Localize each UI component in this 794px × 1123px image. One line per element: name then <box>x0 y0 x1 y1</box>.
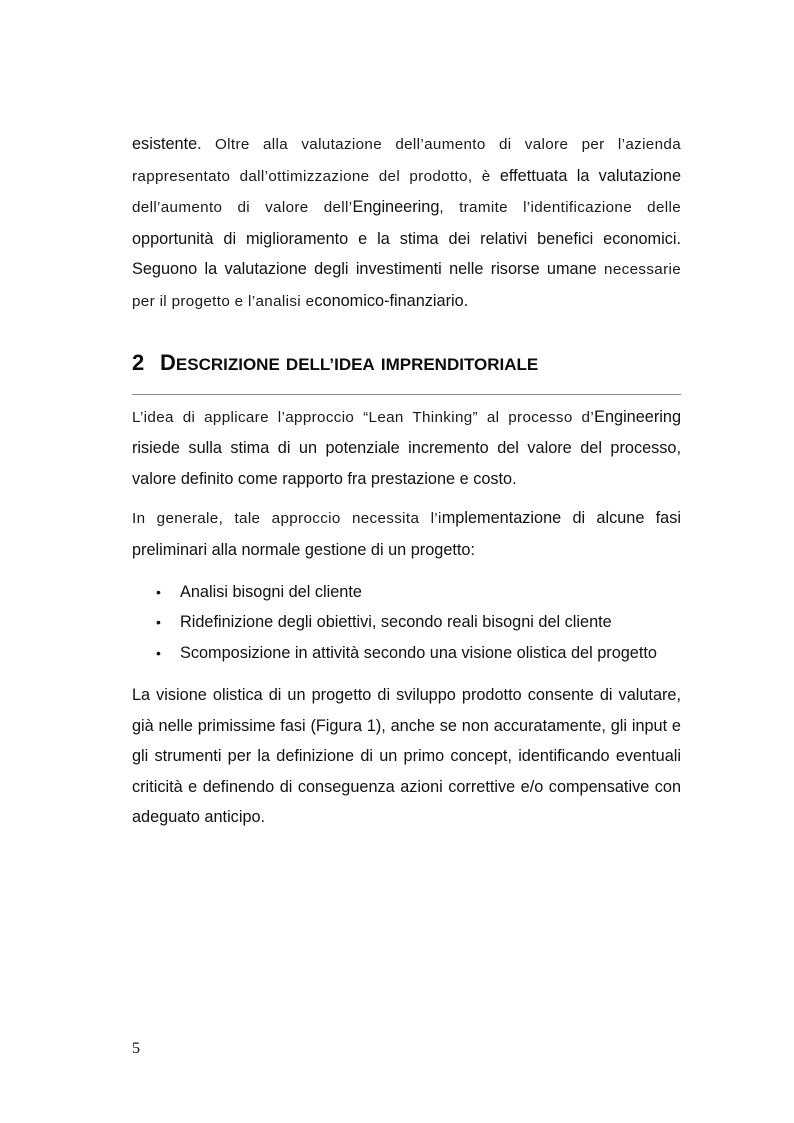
bullet-list <box>132 577 681 669</box>
paragraph-phases <box>132 503 681 565</box>
section-number: 2 <box>132 349 145 375</box>
paragraph-intro <box>132 129 681 318</box>
paragraph-holistic-view: La visione olistica di un progetto di sviluppo prodotto consente di valutare, già nelle primissime fasi (Figura 1), anche se non accuratamente, gli input e gli strumenti per la definizione di un primo concept, identificando eventuali criticità e definendo di conseguenza azioni correttive e/o compensative con adeguato anticipo. <box>132 685 681 827</box>
heading-text: ESCRIZIONE <box>175 354 280 374</box>
text-run: Engineering <box>352 198 440 217</box>
bullet-icon: • <box>156 645 161 662</box>
list-item <box>132 607 681 638</box>
text-run: Oltre alla valutazione dell’aumento di valore per l’azienda rappresentato dall’ottimizzazione del prodotto, è <box>132 136 681 185</box>
heading-text: D <box>160 349 176 375</box>
heading-text: IMPRENDITORIALE <box>380 354 539 374</box>
section-heading <box>132 348 681 395</box>
page-number: 5 <box>132 1040 140 1057</box>
text-run: necessarie per il progetto e l’analisi e <box>132 261 681 310</box>
text-run: conomico-finanziario. <box>314 291 469 310</box>
list-item <box>132 638 681 669</box>
bullet-icon: • <box>156 614 161 631</box>
text-run: opportunità di miglioramento e la stima dei relativi benefici economici. Seguono la valutazione degli investimenti nelle risorse umane <box>132 229 681 279</box>
text-run: L’idea di applicare l’approccio “Lean Thinking” al processo d’ <box>132 408 595 426</box>
text-run: Engineering risiede sulla stima di un potenziale incremento del valore del processo, valore definito come rapporto fra prestazione e costo. <box>132 407 681 488</box>
text-run: , tramite l’identificazione delle <box>439 199 681 217</box>
heading-text: DELL’ <box>285 354 335 374</box>
heading-text: IDEA <box>334 354 375 374</box>
text-run: esistente. <box>132 135 202 153</box>
text-run: In generale, tale approccio necessita l’i <box>132 510 442 528</box>
document-page <box>132 129 681 833</box>
text-run: dell’aumento di valore dell’ <box>132 199 353 217</box>
list-item-text: Analisi bisogni del cliente <box>180 582 362 601</box>
paragraph-idea <box>132 402 681 495</box>
list-item-text: Ridefinizione degli obiettivi, secondo reali bisogni del cliente <box>180 613 612 632</box>
text-run: mplementazione di alcune fasi preliminari alla normale gestione di un progetto: <box>132 509 681 559</box>
list-item <box>132 577 681 608</box>
bullet-icon: • <box>156 583 161 600</box>
list-item-text: Scomposizione in attività secondo una visione olistica del progetto <box>180 644 657 663</box>
text-run: effettuata la valutazione <box>499 166 681 185</box>
